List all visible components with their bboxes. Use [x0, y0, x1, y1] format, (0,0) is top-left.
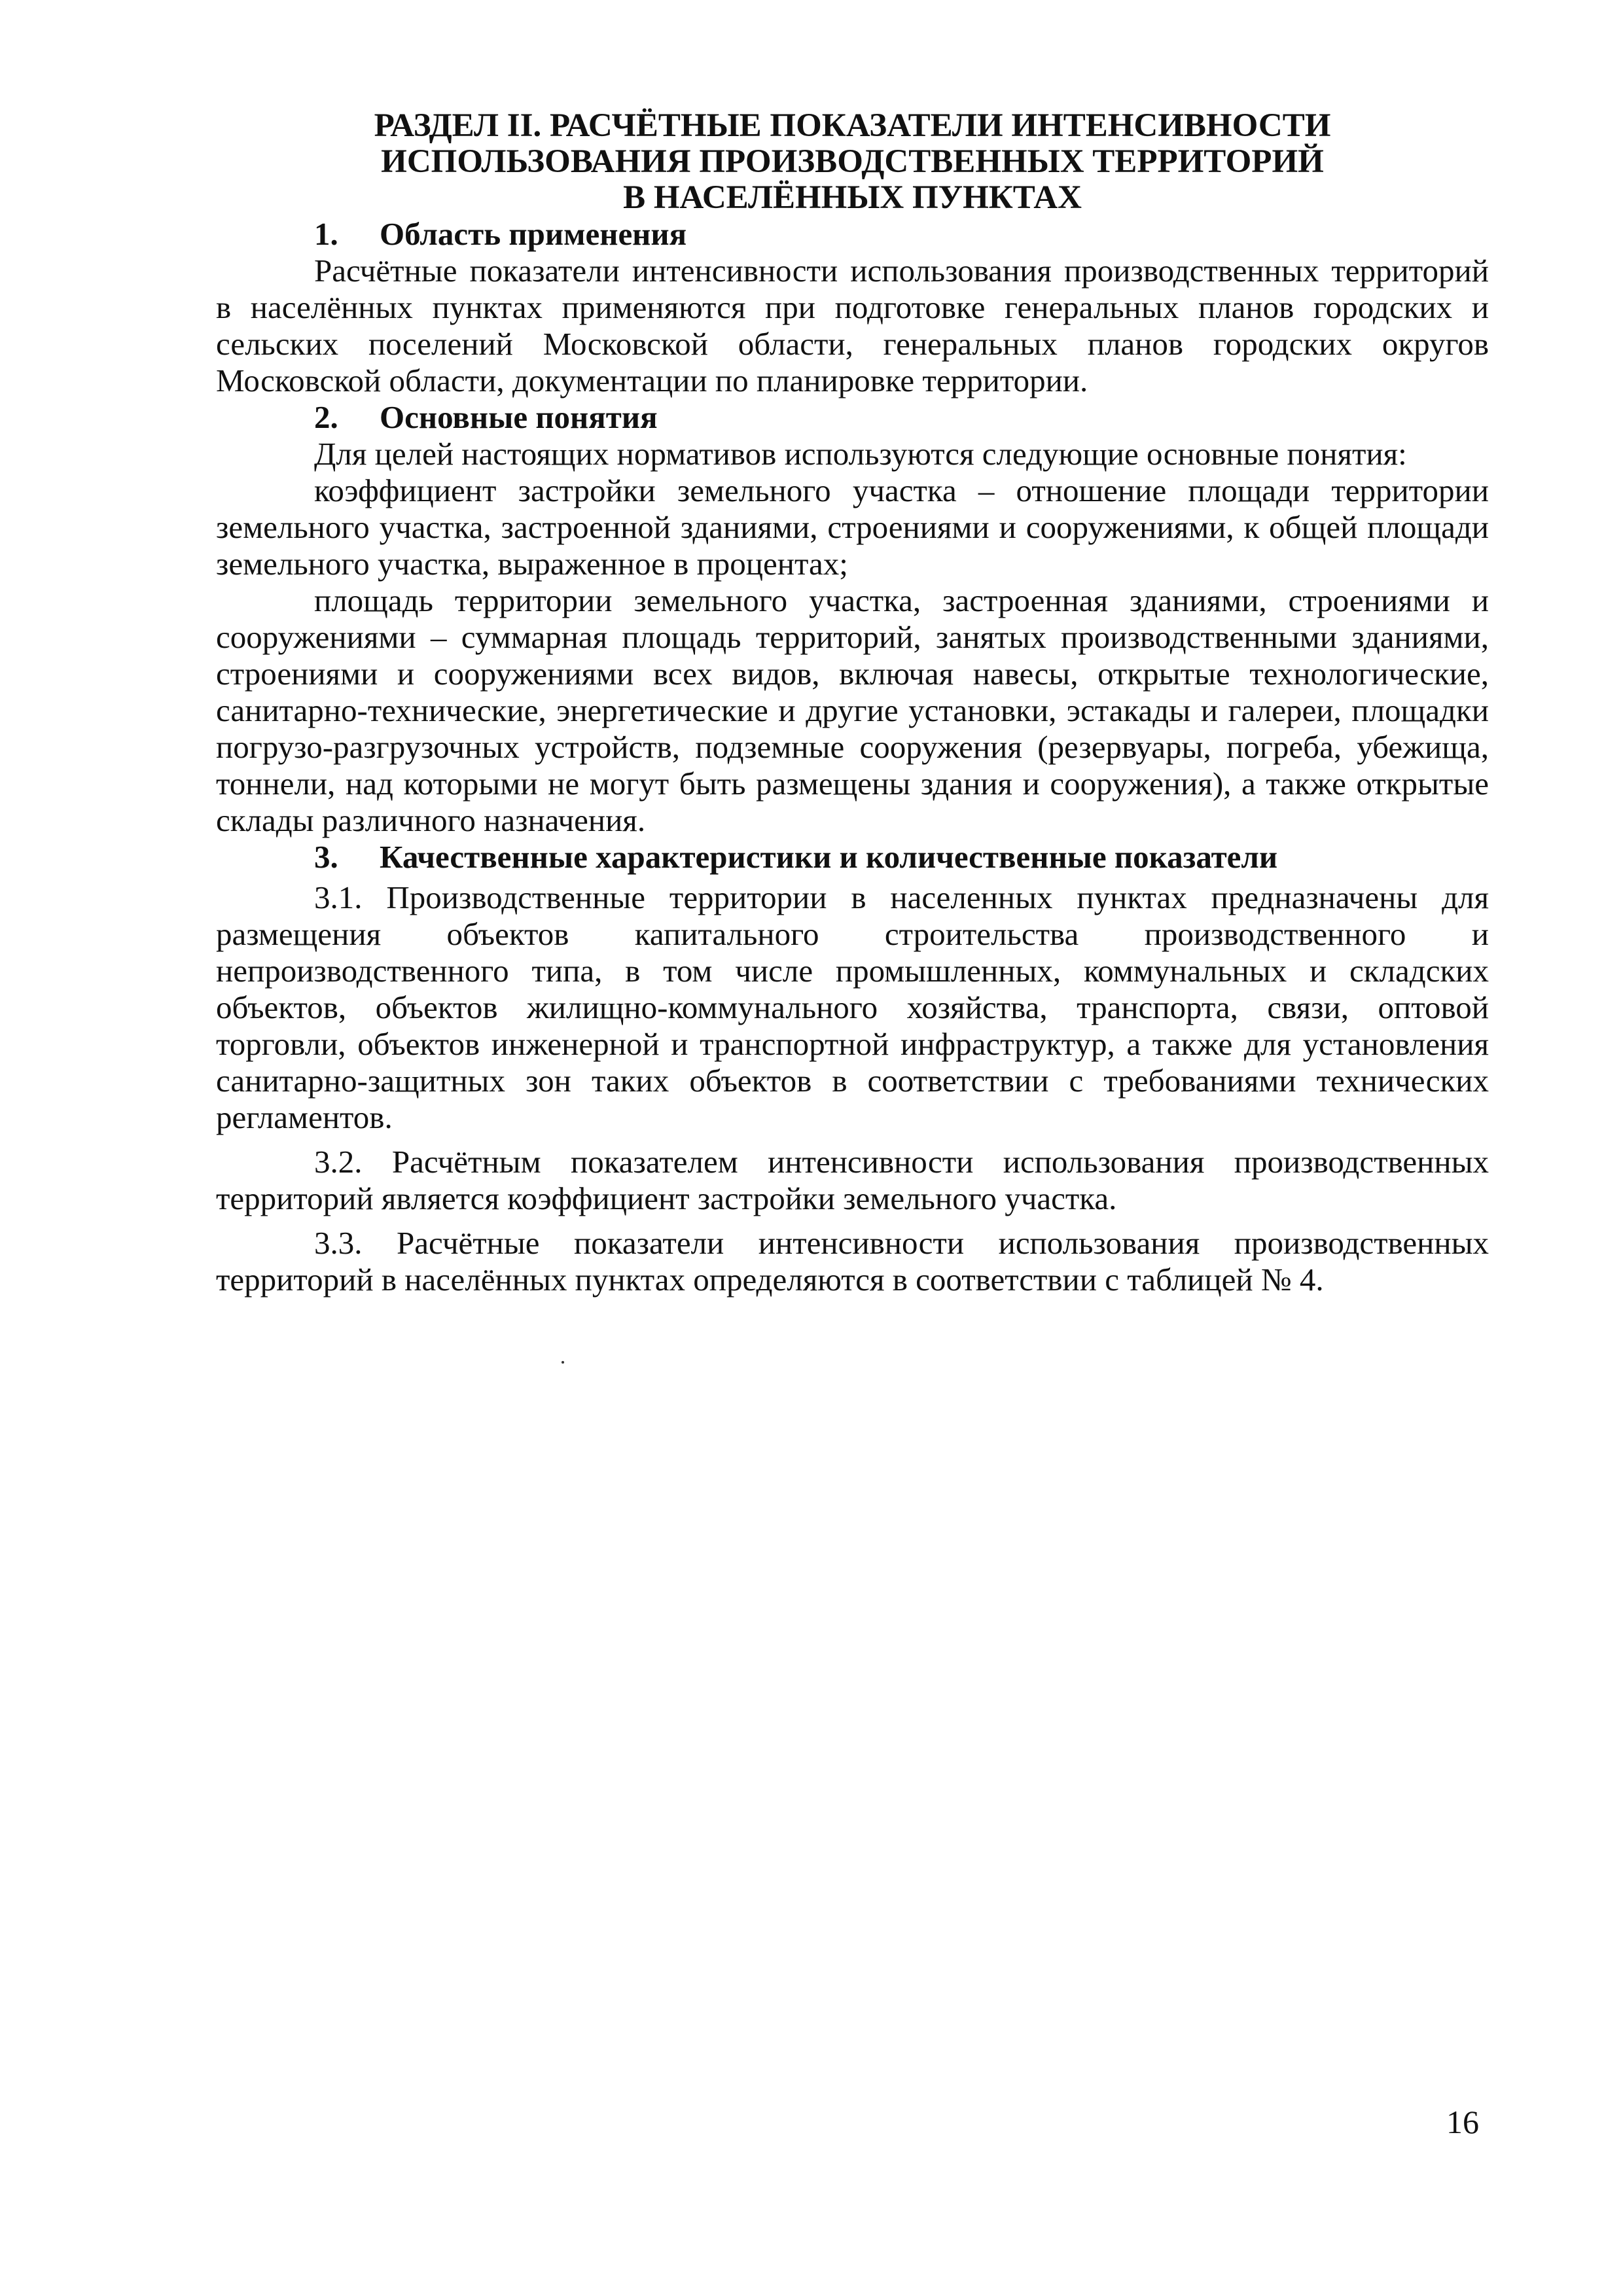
section-3-heading	[216, 839, 1489, 875]
section-2-definition-1: коэффициент застройки земельного участка – отношение площади территории земельного участка, застроенной зданиями, строениями и сооружениями, к общей площади земельного участка, выраженное в процентах;	[216, 472, 1489, 582]
section-3-heading-text: Качественные характеристики и количественные показатели	[380, 839, 1278, 875]
title-line-3: В НАСЕЛЁННЫХ ПУНКТАХ	[623, 179, 1082, 216]
section-2-heading-text: Основные понятия	[380, 399, 658, 435]
clause-3-3-number: 3.3.	[314, 1225, 363, 1261]
clause-3-1	[216, 879, 1489, 1136]
page-number: 16	[1446, 2104, 1479, 2140]
section-title	[216, 108, 1489, 216]
clause-3-2-number: 3.2.	[314, 1144, 363, 1180]
document-body	[216, 108, 1489, 1298]
clause-3-3	[216, 1225, 1489, 1298]
clause-3-3-text: Расчётные показатели интенсивности использования производственных территорий в населённых пунктах определяются в соответствии с таблицей № 4.	[216, 1225, 1489, 1298]
title-line-2: ИСПОЛЬЗОВАНИЯ ПРОИЗВОДСТВЕННЫХ ТЕРРИТОРИЙ	[381, 143, 1324, 180]
section-1-heading-text: Область применения	[380, 216, 687, 252]
section-2-number: 2.	[314, 399, 338, 435]
section-1-number: 1.	[314, 216, 338, 252]
clause-3-2	[216, 1144, 1489, 1217]
title-line-1: РАЗДЕЛ II. РАСЧЁТНЫЕ ПОКАЗАТЕЛИ ИНТЕНСИВНОСТИ	[374, 107, 1331, 144]
section-2-definition-2: площадь территории земельного участка, застроенная зданиями, строениями и сооружениями – суммарная площадь территорий, занятых производственными зданиями, строениями и сооружениями всех видов, включая навесы, открытые технологические, санитарно-технические, энергетические и другие установки, эстакады и галереи, площадки погрузо-разгрузочных устройств, подземные сооружения (резервуары, погреба, убежища, тоннели, над которыми не могут быть размещены здания и сооружения), а также открытые склады различного назначения.	[216, 582, 1489, 838]
section-2-intro: Для целей настоящих нормативов используются следующие основные понятия:	[314, 436, 1407, 472]
section-3-number: 3.	[314, 839, 338, 875]
section-2-heading	[216, 399, 1489, 436]
scan-speck	[562, 1361, 564, 1364]
section-1-heading	[216, 216, 1489, 253]
clause-3-2-text: Расчётным показателем интенсивности использования производственных территорий является коэффициент застройки земельного участка.	[216, 1144, 1489, 1216]
clause-3-1-text: Производственные территории в населенных пунктах предназначены для размещения объектов капитального строительства производственного и непроизводственного типа, в том числе промышленных, коммунальных и складских объектов, объектов жилищно-коммунального хозяйства, транспорта, связи, оптовой торговли, объектов инженерной и транспортной инфраструктур, а также для установления санитарно-защитных зон таких объектов в соответствии с требованиями технических регламентов.	[216, 879, 1489, 1135]
section-1-paragraph: Расчётные показатели интенсивности использования производственных территорий в населённых пунктах применяются при подготовке генеральных планов городских и сельских поселений Московской области, генеральных планов городских округов Московской области, документации по планировке территории.	[216, 253, 1489, 398]
clause-3-1-number: 3.1.	[314, 879, 363, 915]
